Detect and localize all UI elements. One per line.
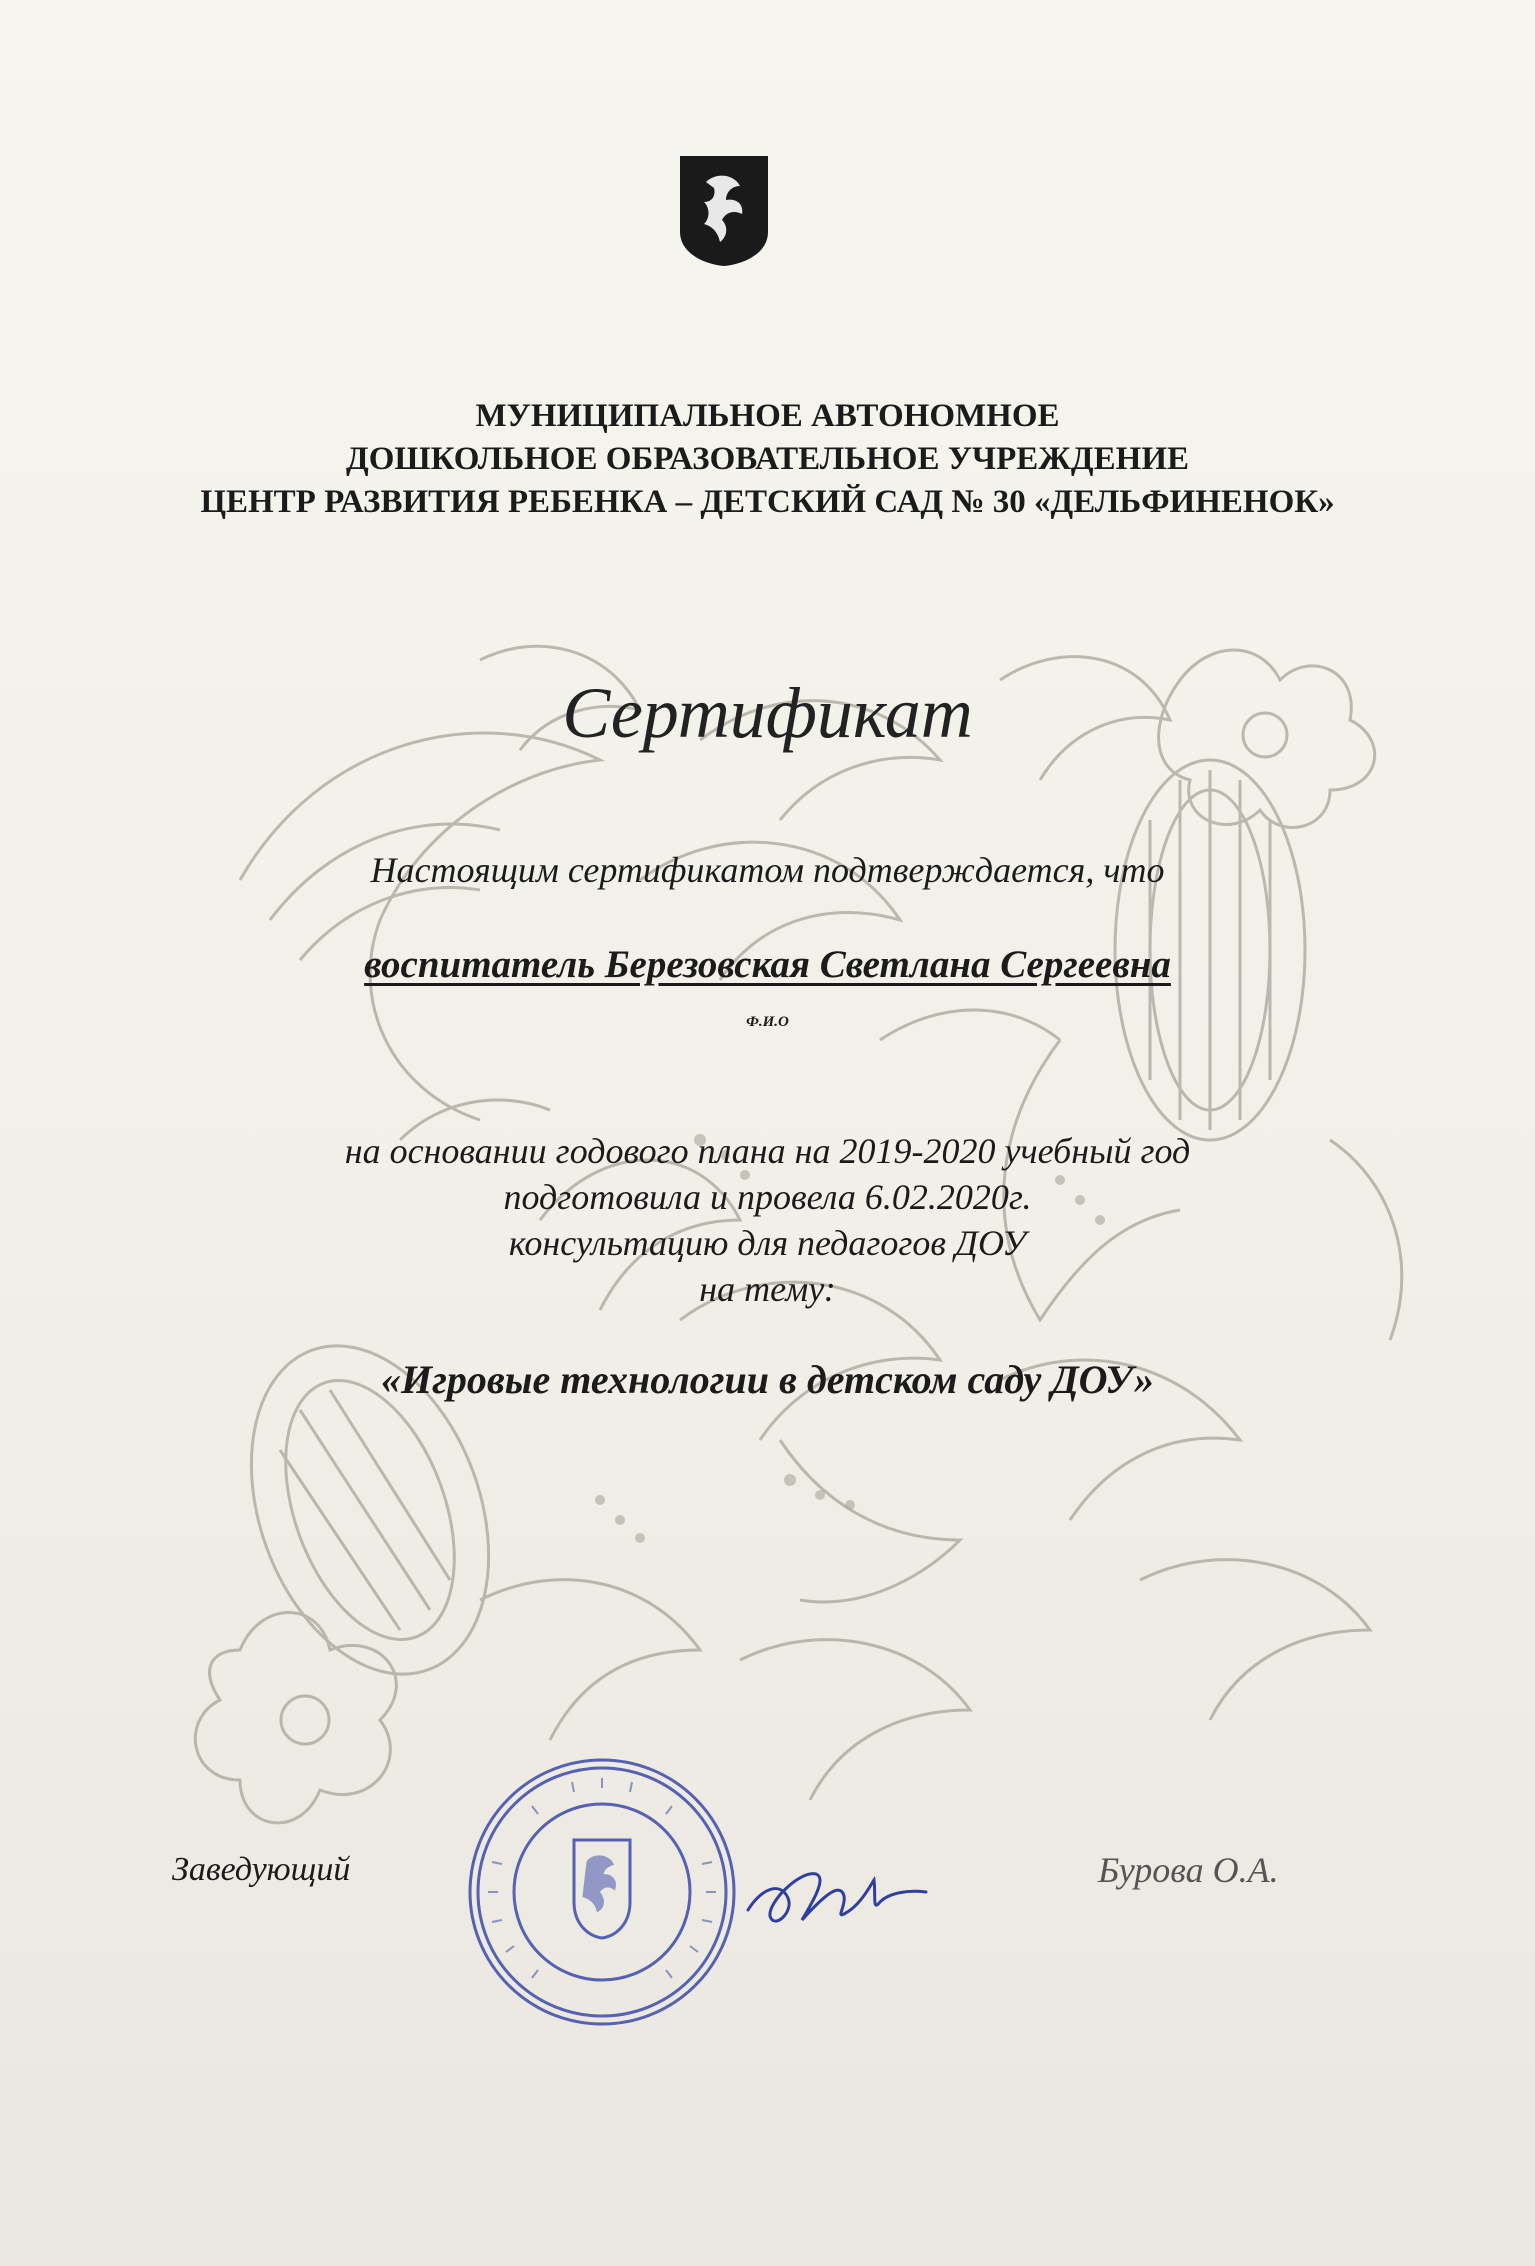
certificate-title: Сертификат: [562, 673, 973, 753]
official-seal-icon: [462, 1752, 742, 2032]
header-line-2: ДОШКОЛЬНОЕ ОБРАЗОВАТЕЛЬНОЕ УЧРЕЖДЕНИЕ: [345, 441, 1189, 477]
body-line-4: на тему:: [699, 1269, 836, 1309]
certificate-body: [0, 1128, 1535, 1312]
signer-name: Бурова О.А.: [1098, 1850, 1279, 1890]
recipient-name: [0, 940, 1535, 990]
recipient-label: Ф.И.О: [746, 1014, 789, 1030]
intro-text: Настоящим сертификатом подтверждается, что: [370, 850, 1165, 890]
consultation-topic: «Игровые технологии в детском саду ДОУ»: [380, 1357, 1154, 1402]
coat-of-arms-icon: [676, 152, 772, 268]
institution-header: [0, 395, 1535, 524]
header-line-1: МУНИЦИПАЛЬНОЕ АВТОНОМНОЕ: [475, 398, 1060, 434]
signer-position: Заведующий: [172, 1851, 351, 1888]
body-line-2: подготовила и провела 6.02.2020г.: [503, 1177, 1032, 1217]
recipient-name-text: воспитатель Березовская Светлана Сергеевна: [364, 943, 1171, 986]
handwritten-signature-icon: [740, 1840, 930, 1950]
body-line-3: консультацию для педагогов ДОУ: [508, 1223, 1027, 1263]
header-line-3: ЦЕНТР РАЗВИТИЯ РЕБЕНКА – ДЕТСКИЙ САД № 30 «ДЕЛЬФИНЕНОК»: [200, 484, 1335, 520]
body-line-1: на основании годового плана на 2019-2020 учебный год: [344, 1131, 1191, 1171]
